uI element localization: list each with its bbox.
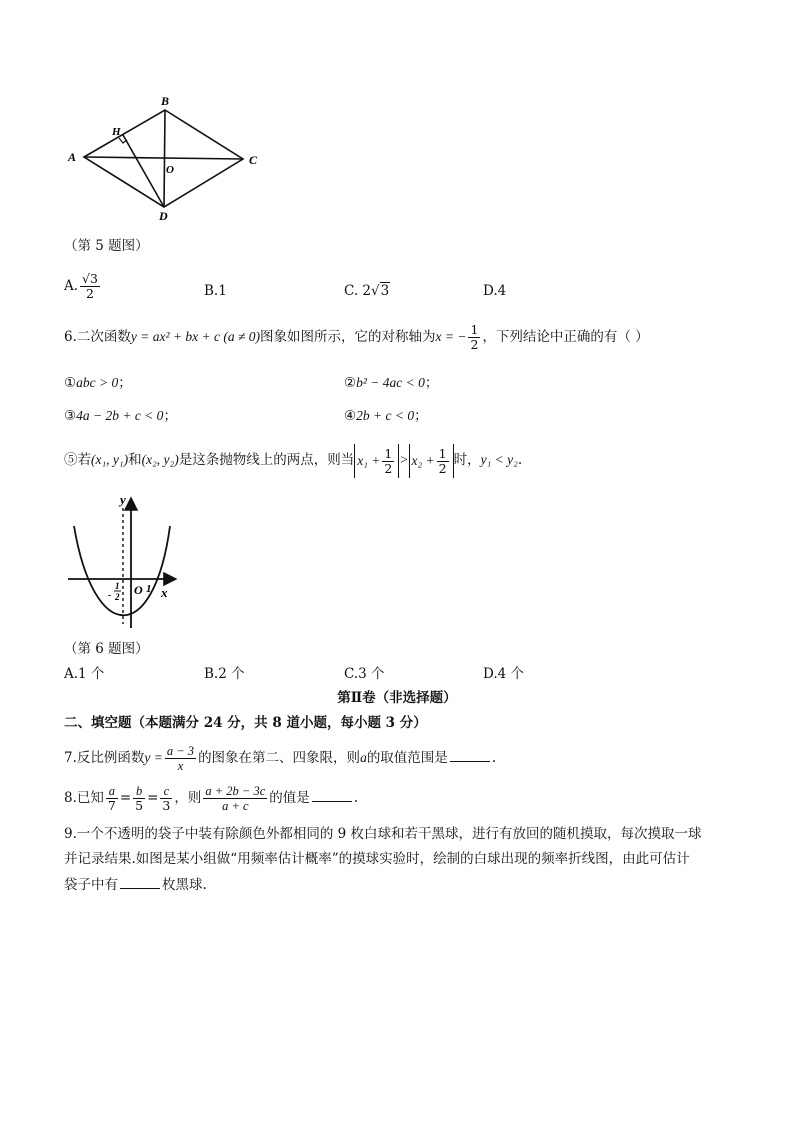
q6-axis-fraction	[468, 323, 480, 352]
q6-c1-mark: ①	[64, 375, 77, 391]
q7-num: a − 3	[166, 744, 195, 758]
part-2-title: 第Ⅱ卷（非选择题）	[337, 690, 457, 706]
q5-option-c-radicand: 3	[380, 283, 390, 299]
q6-c2-semi: ；	[424, 375, 439, 391]
q5-option-a-num: √3	[82, 271, 98, 286]
q7-y-eq: y =	[144, 750, 163, 765]
q6-function: y = ax² + bx + c (a ≠ 0)	[130, 329, 261, 344]
q6-c5-point1: (x₁, y₁)	[91, 452, 129, 467]
graph-label-half-bot: 2	[115, 592, 120, 602]
q7-answer-blank[interactable]	[450, 748, 490, 762]
q7-end: 的取值范围是	[366, 750, 448, 766]
q6-c3-mark: ③	[64, 408, 77, 424]
q6-c5-abs2-expr: x₂ +	[411, 452, 435, 468]
q6-conclusion-1	[64, 374, 132, 392]
q6-c5-abs1-den: 2	[384, 460, 393, 476]
q6-c4-expr: 2b + c < 0	[356, 408, 415, 423]
q6-c5-condition: 是这条抛物线上的两点，则当	[178, 452, 355, 468]
q6-c4-mark: ④	[344, 408, 357, 424]
q8-f4-num: a + 2b − 3c	[205, 784, 266, 798]
graph-label-o: O	[134, 583, 143, 597]
q8-end: 的值是	[269, 790, 310, 806]
q6-axis-eq: x = −	[435, 329, 467, 344]
graph-label-half-top: 1	[115, 581, 120, 591]
q6-conclusion-4	[344, 407, 428, 425]
graph-label-y: y	[120, 492, 126, 507]
label-d: D	[159, 209, 168, 222]
q5-option-a-prefix: A.	[64, 278, 79, 294]
q6-option-b: B.2 个	[204, 666, 245, 682]
q6-c5-abs1	[354, 444, 399, 478]
graph-label-one: 1	[146, 583, 152, 595]
q6-conclusion-5: ⑤若(x₁, y₁)和(x₂, y₂)是这条抛物线上的两点，则当 x₁ + $\frac{1}{2}$ > x₂ + $\frac{1}{2}$ 时，y₁ < y₂.	[64, 445, 523, 476]
graph-label-x: x	[161, 585, 168, 600]
q6-c5-abs2-den: 2	[438, 460, 447, 476]
q8-answer-blank[interactable]	[312, 788, 352, 802]
label-c: C	[249, 153, 258, 167]
label-b: B	[161, 94, 170, 108]
q7-var: a	[360, 750, 367, 765]
q6-stem-mid: 图象如图所示，它的对称轴为	[260, 329, 436, 345]
q6-conclusion-2	[344, 374, 438, 392]
q8-f3-den: 3	[162, 798, 171, 813]
q9-line-3-end: 枚黑球.	[162, 877, 207, 893]
q6-c5-abs1-num: 1	[384, 445, 393, 461]
q9-line-2: 并记录结果.如图是某小组做“用频率估计概率”的摸球实验时，绘制的白球出现的频率折线图，由此可估计	[64, 851, 690, 867]
q5-option-c-prefix: C. 2	[344, 283, 372, 299]
q6-c2-mark: ②	[344, 375, 357, 391]
q8-f2-num: b	[133, 784, 145, 799]
q6-c1-semi: ；	[118, 375, 132, 391]
q6-c5-abs2-frac	[437, 447, 449, 476]
q6-stem	[64, 323, 649, 352]
label-h: H	[112, 126, 121, 138]
diagonal-bd	[164, 110, 165, 207]
q8-intro: 8.已知	[64, 790, 104, 806]
question-8: 8.已知 $\frac{a}{7}$ = $\frac{b}{5}$ = $\frac{c}{3}$ ，则 $\frac{a + 2b - 3c}{a + c}$ 的值是 .	[64, 784, 359, 813]
q6-option-c: C.3 个	[344, 666, 385, 682]
q5-option-d: D.4	[483, 283, 507, 299]
q9-line-1: 9.一个不透明的袋子中装有除颜色外都相同的 9 枚白球和若干黑球，进行有放回的随机摸取，每次摸取一球	[64, 826, 702, 842]
parabola-curve	[74, 526, 170, 615]
q6-c5-abs1-frac	[382, 447, 394, 476]
q6-c5-then: 时，	[453, 452, 481, 468]
q6-conclusion-3	[64, 407, 177, 425]
diagonal-ac	[84, 157, 243, 159]
q6-axis-num: 1	[470, 322, 479, 337]
q8-f1-num: a	[106, 784, 118, 799]
figure-6-caption: （第 6 题图）	[64, 641, 149, 657]
q8-frac-c	[160, 784, 172, 813]
q5-option-b: B.1	[204, 283, 227, 299]
q6-c5-gt: >	[399, 452, 409, 467]
q6-c5-intro: ⑤若	[64, 452, 91, 468]
q7-fraction	[165, 744, 196, 773]
section-2-heading: 二、填空题（本题满分 24 分，共 8 道小题，每小题 3 分）	[64, 715, 427, 731]
q6-c3-expr: 4a − 2b + c < 0	[76, 408, 164, 423]
q5-option-a-den: 2	[86, 286, 94, 301]
q9-line-3-start: 袋子中有	[64, 877, 118, 893]
figure-5-caption: （第 5 题图）	[64, 238, 149, 254]
q6-c5-abs2	[409, 444, 454, 478]
q6-stem-end: ，下列结论中正确的有（ ）	[482, 329, 649, 345]
q6-c5-point2: (x₂, y₂)	[141, 452, 179, 467]
q7-den: x	[177, 759, 184, 773]
q6-option-d: D.4 个	[483, 666, 525, 682]
q5-option-a	[64, 272, 102, 301]
q6-c3-semi: ；	[163, 408, 177, 424]
question-7: 7.反比例函数y = $\frac{a - 3}{x}$ 的图象在第二、四象限，则a的取值范围是 .	[64, 744, 497, 773]
q7-intro: 7.反比例函数	[64, 750, 145, 766]
q6-stem-prefix: 6.二次函数	[64, 329, 131, 345]
q5-option-c: C. 2√3	[344, 283, 390, 299]
q8-f1-den: 7	[107, 798, 116, 813]
q9-line-3	[64, 875, 207, 894]
q6-c5-abs1-expr: x₁ +	[357, 452, 381, 468]
q8-frac-expr	[203, 784, 267, 813]
q8-f4-den: a + c	[222, 799, 249, 813]
graph-label-half-sign: -	[108, 590, 112, 601]
q8-frac-b	[133, 784, 145, 813]
q6-c1-expr: abc > 0	[76, 375, 119, 390]
q6-axis-den: 2	[470, 337, 479, 352]
q6-c5-and: 和	[128, 452, 142, 468]
q8-f2-den: 5	[135, 798, 144, 813]
q6-c5-result: y₁ < y₂	[480, 452, 518, 467]
q6-c5-abs2-num: 1	[438, 445, 447, 461]
q6-c2-expr: b² − 4ac < 0	[356, 375, 425, 390]
figure-5-rhombus	[60, 92, 270, 222]
q8-f3-num: c	[160, 784, 172, 799]
q8-frac-a	[106, 784, 118, 813]
q6-c4-semi: ；	[414, 408, 428, 424]
q7-mid: 的图象在第二、四象限，则	[198, 750, 361, 766]
q9-answer-blank[interactable]	[120, 875, 160, 889]
label-a: A	[68, 150, 77, 164]
label-o: O	[166, 164, 174, 176]
segment-dh	[123, 135, 164, 207]
q8-mid: ，则	[174, 790, 202, 806]
figure-6-parabola	[64, 490, 184, 632]
q6-option-a: A.1 个	[64, 666, 105, 682]
q5-option-a-fraction	[80, 272, 100, 301]
